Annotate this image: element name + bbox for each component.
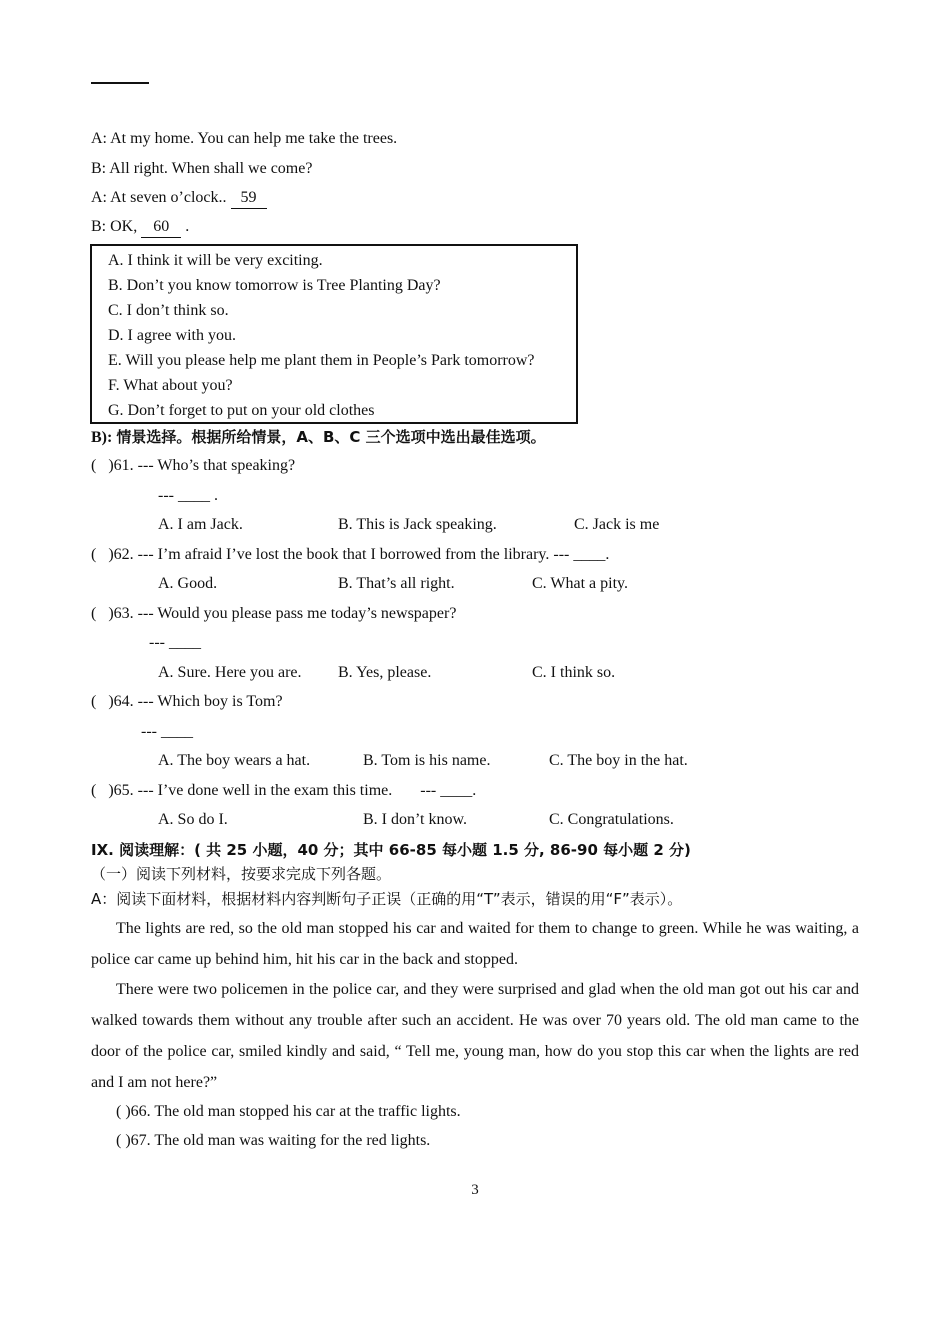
- option-b: B. Don’t you know tomorrow is Tree Planting Day?: [108, 277, 441, 294]
- q65-option-a: A. So do I.: [158, 811, 228, 828]
- dialogue-line: B: OK, 60 .: [91, 217, 189, 238]
- tf-item-66: ( )66. The old man stopped his car at the traffic lights.: [116, 1103, 461, 1120]
- q61-option-a: A. I am Jack.: [158, 516, 243, 533]
- q65-option-b: B. I don’t know.: [363, 811, 467, 828]
- answer-paren[interactable]: (: [91, 605, 109, 622]
- option-g: G. Don’t forget to put on your old clothes: [108, 402, 375, 419]
- instruction-a: A：阅读下面材料，根据材料内容判断句子正误（正确的用“T”表示，错误的用“F”表示）。: [91, 890, 683, 908]
- answer-paren[interactable]: (: [91, 693, 109, 710]
- section-b-heading: B): 情景选择。根据所给情景，A、B、C 三个选项中选出最佳选项。: [91, 428, 546, 446]
- passage-paragraph-1: The lights are red, so the old man stopped his car and waited for them to change to green. While he was waiting, a police car came up behind him, hit his car in the back and stopped.: [91, 920, 859, 968]
- dialogue-line: A: At my home. You can help me take the trees.: [91, 130, 398, 147]
- section-ix-heading: IX. 阅读理解：( 共 25 小题，40 分；其中 66-85 每小题 1.5 分, 86-90 每小题 2 分): [91, 841, 691, 859]
- question-62: ( )62. --- I’m afraid I’ve lost the book that I borrowed from the library. --- ____.: [91, 546, 610, 563]
- top-rule: [91, 82, 149, 84]
- blank-60[interactable]: 60: [141, 217, 181, 238]
- subsection-heading: （一）阅读下列材料，按要求完成下列各题。: [91, 865, 392, 883]
- page-number: 3: [471, 1182, 479, 1198]
- q65-option-c: C. Congratulations.: [549, 811, 674, 828]
- answer-paren[interactable]: (: [91, 457, 109, 474]
- answer-paren[interactable]: (: [91, 782, 109, 799]
- q64-option-a: A. The boy wears a hat.: [158, 752, 311, 769]
- q62-option-c: C. What a pity.: [532, 575, 628, 592]
- blank-59[interactable]: 59: [231, 188, 267, 209]
- passage-paragraph-2: There were two policemen in the police car, and they were surprised and glad when the old man got out his car and walked towards them without any trouble after such an accident. He was over 70 years old. The old man came to the door of the police car, smiled kindly and said, “ Tell me, young man, how do you stop this car when the lights are red and I am not here?”: [91, 981, 859, 1091]
- options-box: [90, 244, 578, 424]
- q61-option-b: B. This is Jack speaking.: [338, 516, 497, 533]
- tf-item-67: ( )67. The old man was waiting for the red lights.: [116, 1132, 431, 1149]
- q63-option-c: C. I think so.: [532, 664, 616, 681]
- reply-61: --- ____ .: [158, 487, 218, 504]
- dialogue-line: B: All right. When shall we come?: [91, 160, 313, 177]
- dialogue-line: A: At seven o’clock.. 59: [91, 188, 267, 209]
- option-e: E. Will you please help me plant them in People’s Park tomorrow?: [108, 352, 535, 369]
- q62-option-a: A. Good.: [158, 575, 218, 592]
- answer-paren[interactable]: (: [91, 546, 109, 563]
- q63-option-a: A. Sure. Here you are.: [158, 664, 302, 681]
- q63-option-b: B. Yes, please.: [338, 664, 432, 681]
- q61-option-c: C. Jack is me: [574, 516, 660, 533]
- q64-option-b: B. Tom is his name.: [363, 752, 491, 769]
- question-63: ( )63. --- Would you please pass me today’s newspaper?: [91, 605, 457, 622]
- reply-63: --- ____: [149, 634, 201, 651]
- q62-option-b: B. That’s all right.: [338, 575, 455, 592]
- q64-option-c: C. The boy in the hat.: [549, 752, 688, 769]
- question-65: ( )65. --- I’ve done well in the exam this time. --- ____.: [91, 782, 477, 799]
- option-d: D. I agree with you.: [108, 327, 236, 344]
- option-f: F. What about you?: [108, 377, 233, 394]
- question-61: ( )61. --- Who’s that speaking?: [91, 457, 296, 474]
- reply-64: --- ____: [141, 723, 193, 740]
- option-a: A. I think it will be very exciting.: [108, 252, 323, 269]
- option-c: C. I don’t think so.: [108, 302, 229, 319]
- question-64: ( )64. --- Which boy is Tom?: [91, 693, 283, 710]
